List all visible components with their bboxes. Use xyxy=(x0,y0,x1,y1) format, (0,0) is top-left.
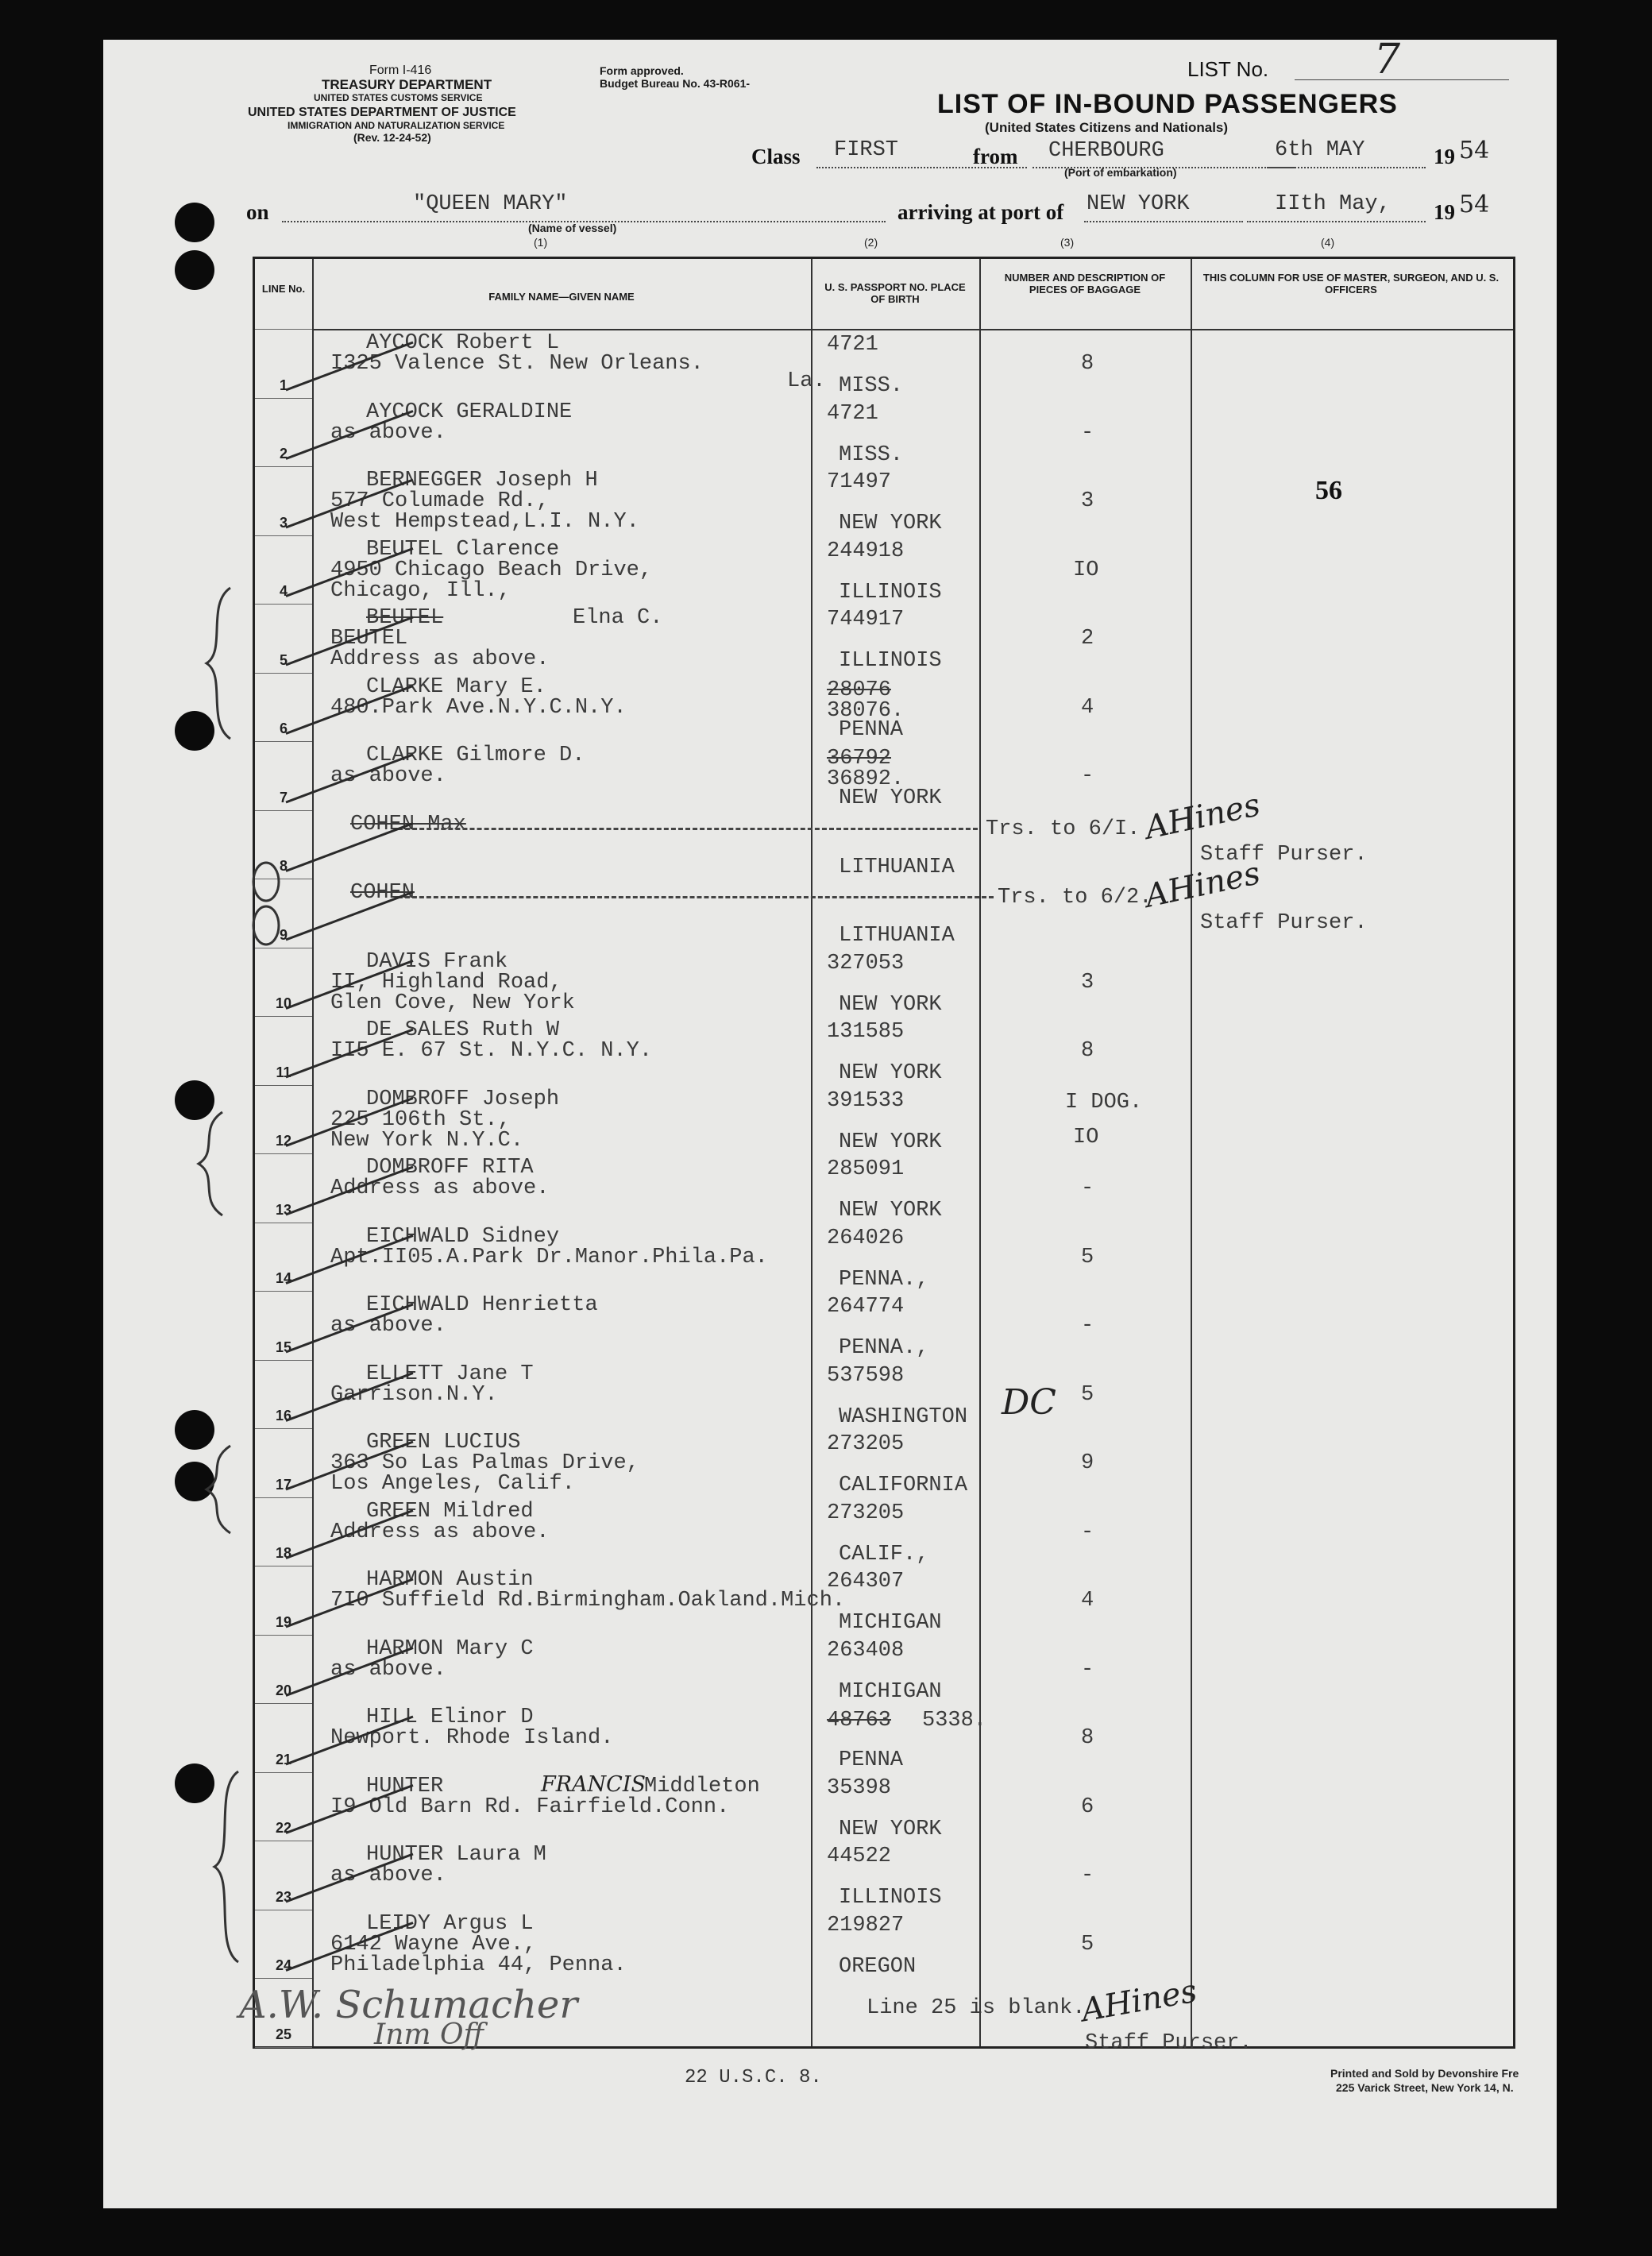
family-name: BERNEGGER Joseph H xyxy=(366,469,598,493)
line-number: 6 xyxy=(279,720,288,736)
from-label: from xyxy=(973,145,1018,168)
check-mark xyxy=(286,1854,413,1902)
passport-number: 263408 xyxy=(827,1638,905,1663)
place-of-birth: NEW YORK xyxy=(839,1130,942,1154)
line-number: 18 xyxy=(275,1545,292,1561)
family-name: COHEN xyxy=(350,881,415,905)
place-of-birth: ILLINOIS xyxy=(839,649,942,673)
arriving-label: arriving at port of xyxy=(897,200,1064,224)
family-name: HARMON Mary C xyxy=(366,1636,534,1661)
passport-number: 131585 xyxy=(827,1020,905,1044)
passport-number: 285091 xyxy=(827,1157,905,1181)
passport-number: 264774 xyxy=(827,1295,905,1319)
address-line: BEUTEL xyxy=(330,627,408,651)
inspector-initials: Inm Off xyxy=(374,2018,484,2051)
place-of-birth: WASHINGTON xyxy=(839,1404,968,1429)
baggage-count: 5 xyxy=(1081,1932,1094,1957)
check-mark xyxy=(286,1099,413,1146)
depart-date: 6th MAY xyxy=(1275,138,1365,162)
baggage-count: 8 xyxy=(1081,1726,1094,1750)
blank-line-note: Line 25 is blank. xyxy=(867,1996,1086,2020)
form-number: Form I-416 xyxy=(369,64,432,77)
passport-number: 744917 xyxy=(827,608,905,632)
class-label: Class xyxy=(751,145,801,168)
place-of-birth: MISS. xyxy=(839,442,904,467)
line-number: 23 xyxy=(275,1888,292,1905)
family-name: GREEN Mildred xyxy=(366,1499,534,1524)
transfer-note: Trs. to 6/I. xyxy=(986,817,1141,841)
address-line: as above. xyxy=(330,1864,446,1887)
line-number: 2 xyxy=(279,446,288,462)
ins-heading: IMMIGRATION AND NATURALIZATION SERVICE xyxy=(288,120,505,131)
check-mark xyxy=(286,1786,413,1833)
class-value: FIRST xyxy=(834,138,899,162)
address-line: Chicago, Ill., xyxy=(330,578,511,603)
check-mark xyxy=(286,1648,413,1696)
line-number: 25 xyxy=(275,2026,292,2042)
passport-number: 35398 xyxy=(827,1775,892,1800)
zero-circle-mark xyxy=(253,906,279,945)
line-number: 19 xyxy=(275,1613,292,1630)
vessel-label: (Name of vessel) xyxy=(528,222,617,234)
check-mark xyxy=(286,342,413,390)
column-number-4: (4) xyxy=(1321,236,1335,249)
header-line-no: LINE No. xyxy=(261,283,306,295)
family-name: BEUTEL Clarence xyxy=(366,537,560,562)
baggage-count: 5 xyxy=(1081,1382,1094,1407)
check-mark xyxy=(286,892,413,940)
family-brace xyxy=(199,1112,222,1215)
header-family-name: FAMILY NAME—GIVEN NAME xyxy=(488,291,635,303)
line-number: 24 xyxy=(275,1957,292,1973)
family-name: HUNTER xyxy=(366,1774,444,1798)
address-line: Address as above. xyxy=(330,647,550,671)
family-name: LEIDY Argus L xyxy=(366,1911,534,1936)
place-of-birth: CALIFORNIA xyxy=(839,1474,968,1497)
purser-signature: AHines xyxy=(1141,855,1264,915)
family-name: AYCOCK GERALDINE xyxy=(366,400,573,424)
given-name: Elna C. xyxy=(573,606,663,630)
line-number: 11 xyxy=(276,1064,291,1080)
passport-number: 273205 xyxy=(827,1432,905,1456)
place-of-birth: PENNA xyxy=(839,717,904,742)
baggage-count: - xyxy=(1081,420,1094,445)
column-number-1: (1) xyxy=(534,236,548,249)
column-number-2: (2) xyxy=(864,236,878,249)
line-number: 15 xyxy=(275,1339,292,1355)
passport-number: 264026 xyxy=(827,1226,905,1250)
passport-number: 244918 xyxy=(827,539,905,563)
family-name: HARMON Austin xyxy=(366,1568,534,1592)
address-line: as above. xyxy=(330,764,446,788)
check-mark xyxy=(286,549,413,597)
address-line: 6142 Wayne Ave., xyxy=(330,1932,537,1957)
passport-number: 391533 xyxy=(827,1088,905,1113)
budget-bureau: Budget Bureau No. 43-R061- xyxy=(600,77,751,90)
column-number-3: (3) xyxy=(1060,236,1075,249)
passport-number: 71497 xyxy=(827,470,892,494)
baggage-count: 9 xyxy=(1081,1451,1094,1475)
place-of-birth-handwritten: DC xyxy=(1002,1381,1056,1423)
arrival-date: IIth May, xyxy=(1275,192,1391,216)
check-mark xyxy=(286,686,413,734)
baggage-count: 5 xyxy=(1081,1245,1094,1269)
closing-staff-purser: Staff Purser. xyxy=(1085,2031,1253,2055)
address-line: 7I0 Suffield Rd.Birmingham.Oakland.Mich. xyxy=(330,1589,846,1613)
place-of-birth: NEW YORK xyxy=(839,786,942,810)
transfer-note: Trs. to 6/2. xyxy=(998,886,1152,910)
statute-reference: 22 U.S.C. 8. xyxy=(685,2067,822,2088)
passport-struck: 36792 xyxy=(827,747,892,771)
baggage-count: 2 xyxy=(1081,627,1094,651)
place-of-birth: MISS. xyxy=(839,374,904,398)
baggage-count: - xyxy=(1081,1176,1094,1200)
doj-heading: UNITED STATES DEPARTMENT OF JUSTICE xyxy=(248,106,516,119)
check-mark xyxy=(286,1167,413,1215)
baggage-count: 8 xyxy=(1081,1039,1094,1063)
address-line: as above. xyxy=(330,1657,446,1682)
on-label: on xyxy=(246,200,269,224)
passport-number: 4721 xyxy=(827,333,878,357)
address-line: Address as above. xyxy=(330,1176,550,1200)
passport-number: 264307 xyxy=(827,1570,905,1593)
place-of-birth: PENNA., xyxy=(839,1336,929,1360)
address-line: Philadelphia 44, Penna. xyxy=(330,1953,627,1977)
port-embarkation-label: (Port of embarkation) xyxy=(1064,166,1177,179)
line-number: 22 xyxy=(275,1820,292,1836)
address-line: New York N.Y.C. xyxy=(330,1128,524,1153)
baggage-count: - xyxy=(1081,1864,1094,1887)
address-line: West Hempstead,L.I. N.Y. xyxy=(330,510,639,534)
line-number: 8 xyxy=(279,858,288,874)
revision-date: (Rev. 12-24-52) xyxy=(353,131,431,144)
baggage-description: I DOG. xyxy=(1065,1090,1143,1114)
check-mark xyxy=(286,824,413,871)
place-of-birth: MICHIGAN xyxy=(839,1679,942,1704)
depart-year: 54 xyxy=(1459,137,1490,164)
line-number: 12 xyxy=(275,1133,292,1149)
family-brace xyxy=(206,588,230,739)
check-mark xyxy=(286,480,413,527)
handwritten-check-marks xyxy=(103,40,1557,2208)
address-line: Newport. Rhode Island. xyxy=(330,1726,614,1750)
passport-number: 44522 xyxy=(827,1845,892,1868)
passport-number: 38076. xyxy=(827,698,905,723)
zero-circle-mark xyxy=(253,863,279,901)
place-of-birth: LITHUANIA xyxy=(839,855,955,879)
place-of-birth: NEW YORK xyxy=(839,512,942,535)
arrival-port: NEW YORK xyxy=(1087,192,1190,216)
check-mark xyxy=(286,1579,413,1627)
line-number: 7 xyxy=(279,789,288,805)
form-approved: Form approved. xyxy=(600,64,684,77)
address-line: 4950 Chicago Beach Drive, xyxy=(330,558,653,582)
address-line: II5 E. 67 St. N.Y.C. N.Y. xyxy=(330,1039,653,1063)
check-mark xyxy=(286,617,413,665)
document-subtitle: (United States Citizens and Nationals) xyxy=(985,120,1229,135)
staff-purser: Staff Purser. xyxy=(1200,842,1368,867)
printer-line-1: Printed and Sold by Devonshire Fre xyxy=(1330,2067,1519,2080)
baggage-count: IO xyxy=(1073,558,1099,582)
family-name: EICHWALD Henrietta xyxy=(366,1293,598,1317)
inspector-signature: A.W. Schumacher xyxy=(239,1983,578,2027)
check-mark xyxy=(286,1442,413,1489)
staff-purser: Staff Purser. xyxy=(1200,911,1368,935)
line-number: 20 xyxy=(275,1682,292,1698)
address-line: 225 106th St., xyxy=(330,1107,511,1132)
purser-signature: AHines xyxy=(1141,786,1264,847)
passport-number: 219827 xyxy=(827,1913,905,1937)
header-baggage: NUMBER AND DESCRIPTION OF PIECES OF BAGGAGE xyxy=(1004,272,1166,296)
place-of-birth: PENNA., xyxy=(839,1267,929,1292)
family-name: HUNTER Laura M xyxy=(366,1843,546,1867)
family-name: ELLETT Jane T xyxy=(366,1362,534,1386)
address-line: Apt.II05.A.Park Dr.Manor.Phila.Pa. xyxy=(330,1245,768,1269)
baggage-count: 6 xyxy=(1081,1794,1094,1819)
check-mark xyxy=(286,961,413,1009)
line-number: 13 xyxy=(275,1201,292,1218)
passport-number: 4721 xyxy=(827,401,878,426)
family-brace xyxy=(214,1771,238,1962)
check-mark xyxy=(286,1511,413,1559)
place-of-birth: PENNA xyxy=(839,1748,904,1772)
header-passport: U. S. PASSPORT NO. PLACE OF BIRTH xyxy=(824,281,966,305)
address-line: 363 So Las Palmas Drive, xyxy=(330,1451,639,1475)
passport-number: 36892. xyxy=(827,767,905,791)
check-mark xyxy=(286,1236,413,1284)
address-line: as above. xyxy=(330,420,446,445)
list-no-value: 7 xyxy=(1374,40,1401,83)
closing-purser-signature: AHines xyxy=(1079,1972,1200,2030)
address-line: I9 Old Barn Rd. Fairfield.Conn. xyxy=(330,1794,730,1819)
check-mark xyxy=(286,1029,413,1077)
address-line: 480.Park Ave.N.Y.C.N.Y. xyxy=(330,695,627,720)
document-page xyxy=(103,40,1557,2208)
family-name: EICHWALD Sidney xyxy=(366,1224,560,1249)
family-name: DAVIS Frank xyxy=(366,949,508,974)
officers-note: 56 xyxy=(1315,476,1342,505)
address-line: Los Angeles, Calif. xyxy=(330,1472,575,1496)
arrival-year: 54 xyxy=(1459,191,1490,218)
place-of-birth: OREGON xyxy=(839,1954,917,1979)
baggage-count: - xyxy=(1081,1520,1094,1544)
list-no-label: LIST No. xyxy=(1187,57,1269,81)
customs-heading: UNITED STATES CUSTOMS SERVICE xyxy=(314,92,483,103)
place-of-birth: NEW YORK xyxy=(839,992,942,1017)
place-of-birth: MICHIGAN xyxy=(839,1611,942,1635)
printer-line-2: 225 Varick Street, New York 14, N. xyxy=(1336,2081,1514,2094)
line-number: 5 xyxy=(279,651,288,668)
passport-number: 327053 xyxy=(827,951,905,975)
passport-correction: 5338. xyxy=(922,1709,987,1733)
treasury-heading: TREASURY DEPARTMENT xyxy=(322,77,492,92)
line-number: 17 xyxy=(275,1476,292,1493)
baggage-count: - xyxy=(1081,764,1094,788)
family-name: COHEN Max xyxy=(350,812,466,836)
arrival-year-prefix: 19 xyxy=(1434,200,1455,224)
address-line: as above. xyxy=(330,1314,446,1338)
line-number: 21 xyxy=(275,1751,292,1767)
family-brace xyxy=(206,1446,230,1533)
line-number: 3 xyxy=(279,514,288,531)
baggage-count: - xyxy=(1081,1657,1094,1682)
place-of-birth: NEW YORK xyxy=(839,1199,942,1223)
line-number: 14 xyxy=(275,1270,292,1286)
state-abbrev: La. xyxy=(787,369,826,393)
place-of-birth: NEW YORK xyxy=(839,1061,942,1085)
check-mark xyxy=(286,1373,413,1421)
check-mark xyxy=(286,411,413,459)
family-name: GREEN LUCIUS xyxy=(366,1431,521,1454)
check-mark xyxy=(286,1304,413,1352)
line-number: 16 xyxy=(275,1408,292,1424)
baggage-count: 4 xyxy=(1081,1589,1094,1613)
baggage-count: 8 xyxy=(1081,352,1094,376)
check-mark xyxy=(286,755,413,802)
address-line: Address as above. xyxy=(330,1520,550,1544)
baggage-count: 3 xyxy=(1081,970,1094,995)
family-name: DE SALES Ruth W xyxy=(366,1018,560,1042)
from-value: CHERBOURG xyxy=(1048,139,1164,163)
line-number: 9 xyxy=(279,926,288,943)
passport-struck: 28076 xyxy=(827,678,892,702)
given-name: Middleton xyxy=(644,1774,760,1798)
passport-number: 537598 xyxy=(827,1363,905,1388)
address-line: II, Highland Road, xyxy=(330,970,562,995)
check-mark xyxy=(286,1717,413,1764)
address-line: I325 Valence St. New Orleans. xyxy=(330,352,704,376)
family-name: BEUTEL xyxy=(366,606,444,630)
baggage-count: 4 xyxy=(1081,695,1094,720)
baggage-count: IO xyxy=(1073,1125,1099,1149)
place-of-birth: NEW YORK xyxy=(839,1817,942,1841)
family-name: HILL Elinor D xyxy=(366,1706,534,1729)
family-name: CLARKE Mary E. xyxy=(366,674,546,699)
family-name: CLARKE Gilmore D. xyxy=(366,744,585,767)
passport-struck: 48763 xyxy=(827,1709,892,1733)
address-line: 577 Columade Rd., xyxy=(330,489,550,513)
place-of-birth: ILLINOIS xyxy=(839,580,942,605)
place-of-birth: ILLINOIS xyxy=(839,1886,942,1910)
family-name: AYCOCK Robert L xyxy=(366,331,560,355)
place-of-birth: LITHUANIA xyxy=(839,924,955,948)
depart-year-prefix: 19 xyxy=(1434,145,1455,168)
address-line: Glen Cove, New York xyxy=(330,991,575,1015)
header-officers: THIS COLUMN FOR USE OF MASTER, SURGEON, AND U. S. OFFICERS xyxy=(1202,272,1500,296)
check-mark xyxy=(286,1923,413,1971)
vessel-name: "QUEEN MARY" xyxy=(413,192,568,216)
passport-number: 273205 xyxy=(827,1501,905,1525)
place-of-birth: CALIF., xyxy=(839,1542,929,1566)
line-number: 10 xyxy=(275,995,292,1011)
document-title: LIST OF IN-BOUND PASSENGERS xyxy=(937,89,1398,119)
address-line: Garrison.N.Y. xyxy=(330,1382,498,1407)
line-number: 4 xyxy=(279,583,288,599)
family-name: DOMBROFF RITA xyxy=(366,1156,534,1180)
line-number: 1 xyxy=(279,377,288,393)
family-name: DOMBROFF Joseph xyxy=(366,1087,560,1111)
baggage-count: - xyxy=(1081,1314,1094,1338)
baggage-count: 3 xyxy=(1081,489,1094,513)
given-name-handwritten: FRANCIS xyxy=(541,1771,647,1797)
